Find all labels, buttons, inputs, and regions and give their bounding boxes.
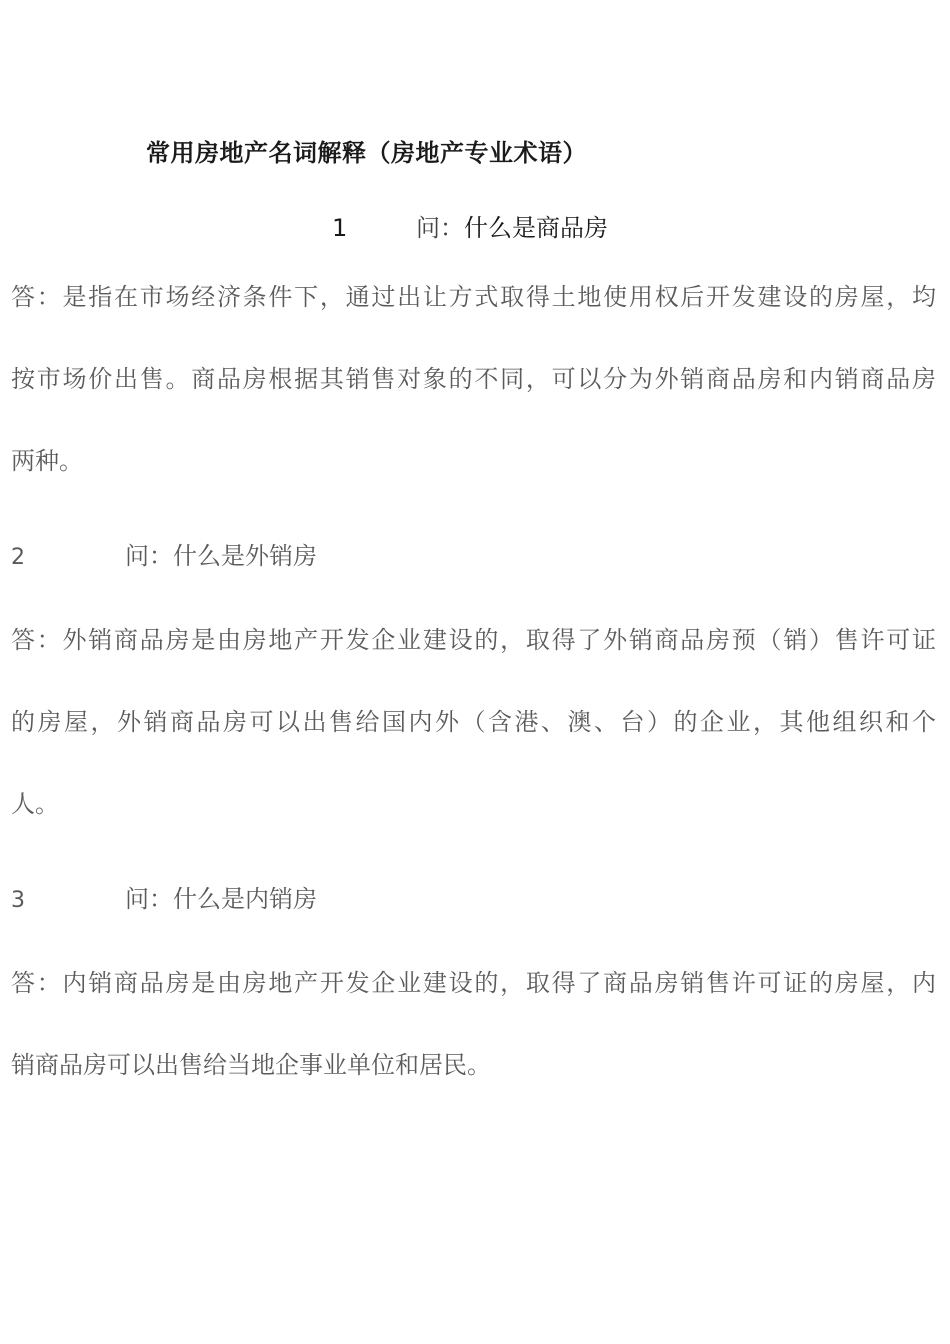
question-2 xyxy=(11,536,317,571)
document-title: 常用房地产名词解释（房地产专业术语） xyxy=(146,139,587,167)
question-2-label: 问： xyxy=(125,542,173,570)
answer-2-line-3: 人。 xyxy=(11,790,59,818)
answer-2 xyxy=(11,599,936,845)
question-1-label: 问： xyxy=(416,214,464,242)
question-1-number: 1 xyxy=(332,214,348,242)
answer-3-line-2: 销商品房可以出售给当地企事业单位和居民。 xyxy=(11,1051,491,1079)
answer-3-line-1: 答：内销商品房是由房地产开发企业建设的，取得了商品房销售许可证的房屋，内 xyxy=(11,969,936,997)
answer-1-line-2: 按市场价出售。商品房根据其销售对象的不同，可以分为外销商品房和内销商品房 xyxy=(11,365,936,393)
question-3 xyxy=(11,879,317,914)
question-3-number: 3 xyxy=(11,888,25,913)
answer-1-line-3: 两种。 xyxy=(11,447,83,475)
question-3-label: 问： xyxy=(125,885,173,913)
question-1 xyxy=(332,208,608,243)
answer-2-line-1: 答：外销商品房是由房地产开发企业建设的，取得了外销商品房预（销）售许可证 xyxy=(11,626,936,654)
question-2-text: 什么是外销房 xyxy=(173,542,317,570)
answer-3 xyxy=(11,942,936,1106)
answer-1-line-1: 答：是指在市场经济条件下，通过出让方式取得土地使用权后开发建设的房屋，均 xyxy=(11,283,936,311)
question-2-number: 2 xyxy=(11,545,25,570)
answer-2-line-2: 的房屋，外销商品房可以出售给国内外（含港、澳、台）的企业，其他组织和个 xyxy=(11,708,936,736)
question-3-text: 什么是内销房 xyxy=(173,885,317,913)
answer-1 xyxy=(11,256,936,502)
question-1-text: 什么是商品房 xyxy=(464,214,608,242)
